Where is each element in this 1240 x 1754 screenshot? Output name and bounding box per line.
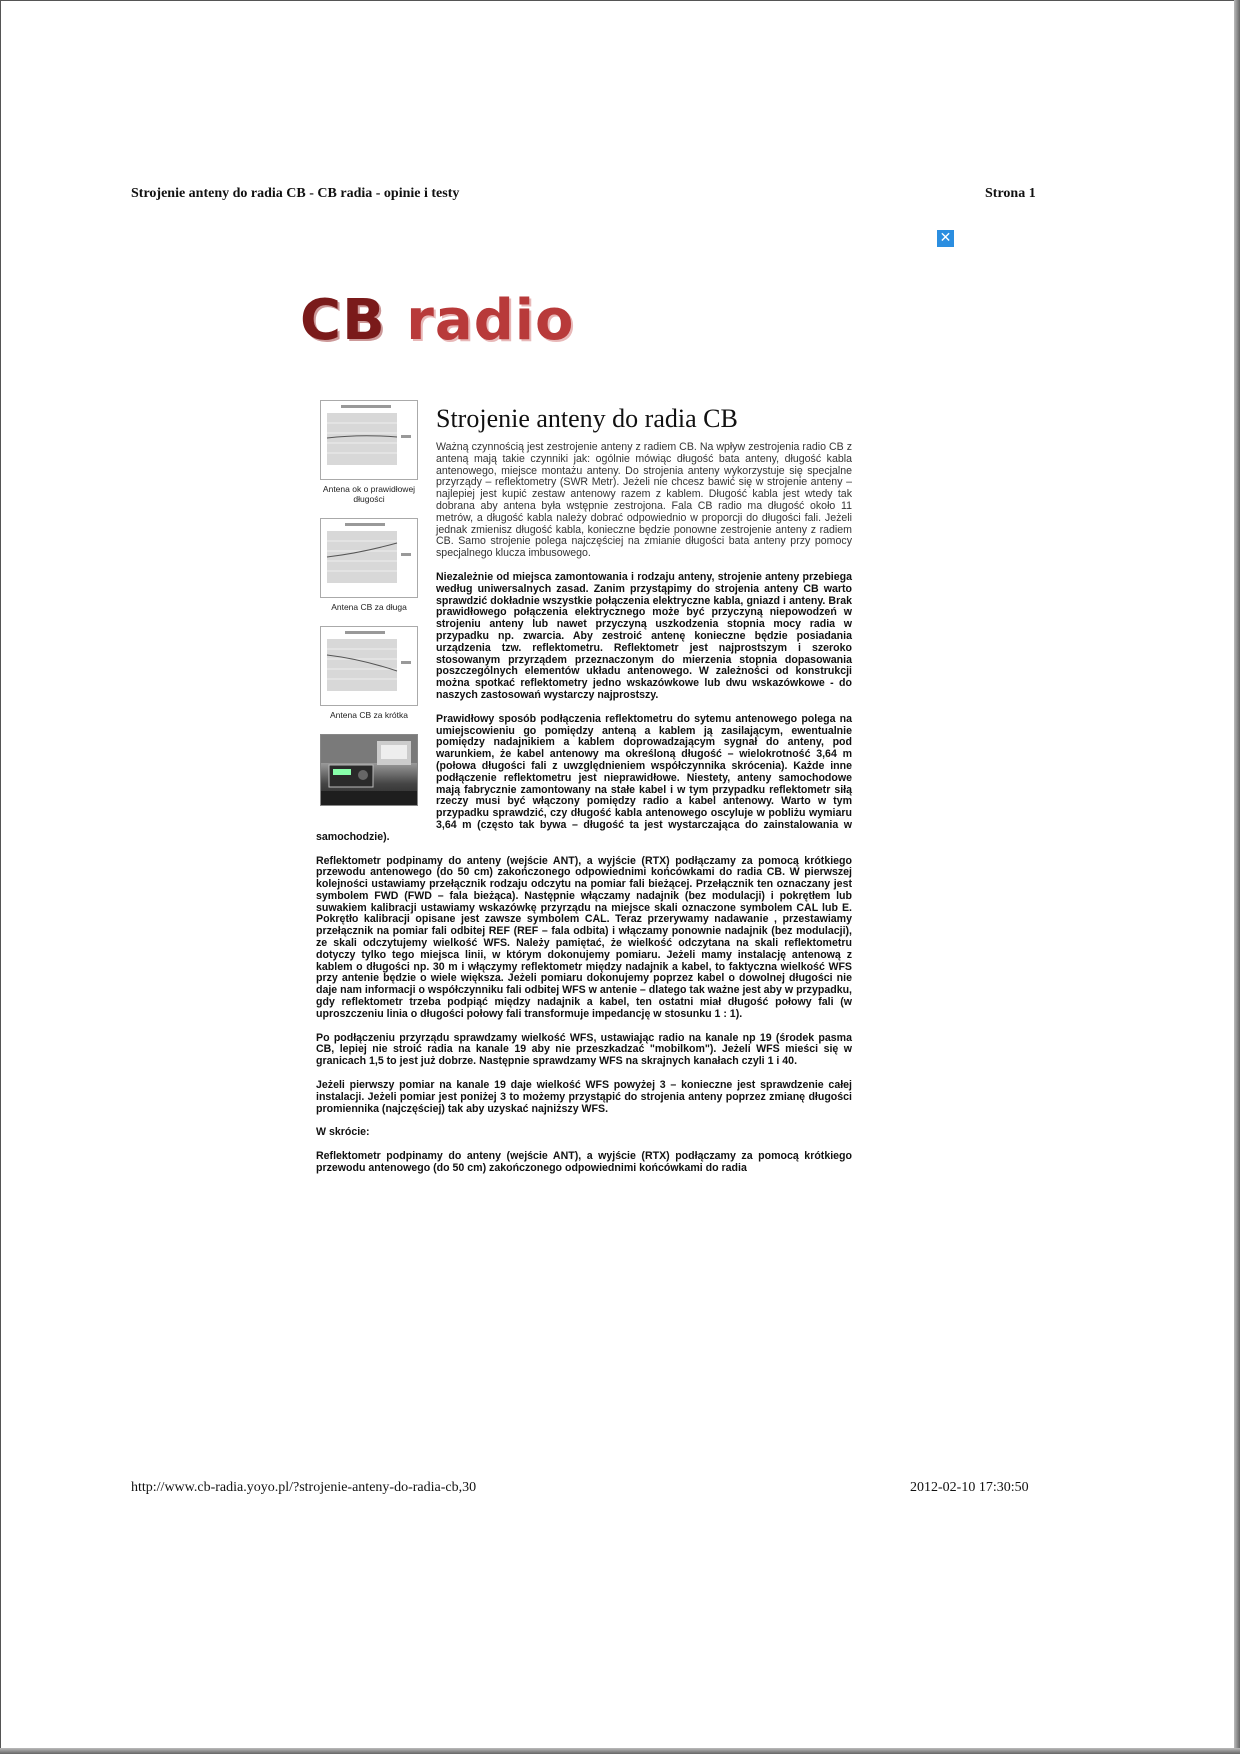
chart-thumbnail-too-long[interactable] [320, 518, 418, 598]
page-shadow-right [1234, 0, 1240, 1754]
chart-thumbnail-too-short[interactable] [320, 626, 418, 706]
figure [316, 400, 422, 504]
figure-caption: Antena CB za krótka [330, 710, 408, 720]
figure [316, 734, 422, 806]
body-paragraph: Reflektometr podpinamy do anteny (wejście ANT), a wyjście (RTX) podłączamy za pomocą krótkiego przewodu antenowego (do 50 cm) zakończonego odpowiednimi końcówkami do radia CB. W pierwszej kolejności ustawiamy przełącznik rodzaju odczytu na pomiar fali bieżącej. Przełącznik ten oznaczany jest symbolem FWD (FWD – fala bieżąca). Następnie włączamy nadajnik (bez modulacji) i pokrętłem lub suwakiem kalibracji ustawiamy wskazówkę przyrządu na miejsce skali oznaczone symbolem CAL lub E. Pokrętło kalibracji opisane jest zawsze symbolem CAL. Teraz przerywamy nadawanie , przestawiamy przełącznik na pomiar fali odbitej REF (REF – fala odbita) i włączamy ponownie nadajnik (bez modulacji), ze skali odczytujemy wielkość WFS. Należy pamiętać, że wielkość odczytana na skali reflektometru dotyczy tylko tego miejsca linii, w którym dokonujemy pomiaru. Jeżeli mamy instalację antenową z kablem o długości np. 30 m i włączymy reflektometr między nadajnik a kabel, to faktyczna wielkość WFS przy antenie będzie o wiele większa. Jeżeli pomiaru dokonujemy poprzez kabel o dowolnej długości nie daje nam informacji o współczynniku fali odbitej WFS w antenie – dlatego tak ważne jest aby w przypadku, gdy reflektometr trzeba podpiąć między nadajnik a kabel, ten ostatni miał długość połowy fali (w uproszczeniu linia o długości połowy fali transformuje impedancję w stosunku 1 : 1). [316, 854, 852, 1020]
print-footer-url[interactable]: http://www.cb-radia.yoyo.pl/?strojenie-anteny-do-radia-cb,30 [131, 1480, 477, 1495]
intro-paragraph: Ważną czynnością jest zestrojenie anteny z radiem CB. Na wpływ zestrojenia radio CB z anteną mają takie czynniki jak: ogólnie mówiąc długość bata anteny, długość kabla antenowego, miejsce montażu anteny. Do strojenia anteny wykorzystuje się specjalne przyrządy – reflektometry (SWR Metr). Jeżeli nie chcesz bawić się w strojenie anteny – najlepiej jest kupić zestaw antenowy razem z kablem. Długość kabla jest wtedy tak dobrana aby antena była wstępnie zestrojona. Fala CB radio ma długość około 11 metrów, a długość kabla należy dobrać odpowiednio w proporcji do długości fali. Jeżeli jednak zmienisz długość kabla, konieczne będzie ponowne zestrojenie anteny z radiem CB. Samo strojenie polega najczęściej na zmianie długości bata anteny przy pomocy specjalnego klucza imbusowego. [436, 441, 852, 560]
body-paragraph: Jeżeli pierwszy pomiar na kanale 19 daje wielkość WFS powyżej 3 – konieczne jest sprawdzenie całej instalacji. Jeżeli pomiar jest poniżej 3 to możemy przystąpić do strojenia anteny poprzez zmianę długości promiennika (najczęściej) tak aby uzyskać najniższy WFS. [316, 1079, 852, 1115]
summary-heading: W skrócie: [316, 1126, 370, 1139]
body-paragraph: Prawidłowy sposób podłączenia reflektometru do sytemu antenowego polega na umiejscowieniu go pomiędzy anteną a kablem ją zasilającym, ewentualnie pomiędzy nadajnikiem a kablem doprowadzającym sygnał do anteny, pod warunkiem, że kabel antenowy ma określoną długość – wielokrotność 3,64 m (połowa długości fali z uwzględnieniem współczynnika skrócenia). Każde inne podłączenie reflektometru jest nieprawidłowe. Niestety, anteny samochodowe mają fabrycznie zamontowany na stałe kabel i w tym przypadku reflektometr siłą rzeczy musi być włączony pomiędzy radio a kabel antenowy. Warto w tym przypadku sprawdzić, czy długość kabla antenowego oscyluje w pobliżu wymiaru 3,64 m (często tak bywa – długość ta jest wystarczająca do zainstalowania w samochodzie). [316, 712, 852, 843]
figure-caption: Antena CB za długa [331, 602, 407, 612]
cb-radio-photo[interactable] [320, 734, 418, 806]
chart-thumbnail-ok[interactable] [320, 400, 418, 480]
body-paragraph: Po podłączeniu przyrządu sprawdzamy wielkość WFS, ustawiając radio na kanale np 19 (środek pasma CB, lepiej nie stroić radia na kanale 19 aby nie przeszkadzać "mobilkom"). Jeżeli WFS mieści się w granicach 1,5 to jest już dobrze. Następnie sprawdzamy WFS na skrajnych kanałach czyli 1 i 40. [316, 1031, 852, 1068]
article [316, 400, 852, 1187]
print-footer-datetime: 2012-02-10 17:30:50 [910, 1480, 1029, 1495]
figure [316, 626, 422, 720]
figure [316, 518, 422, 612]
print-header-page: Strona 1 [985, 186, 1036, 201]
article-title: Strojenie anteny do radia CB [436, 404, 738, 433]
summary-paragraph: Reflektometr podpinamy do anteny (wejście ANT), a wyjście (RTX) podłączamy za pomocą krótkiego przewodu antenowego (do 50 cm) zakończonego odpowiednimi końcówkami do radia [316, 1150, 852, 1175]
site-logo[interactable] [300, 288, 574, 354]
logo-cb: CB [300, 288, 386, 353]
close-icon[interactable]: ✕ [937, 230, 954, 247]
figure-caption: Antena ok o prawidłowej długości [322, 484, 416, 504]
figure-column [316, 400, 422, 820]
logo-radio: radio [406, 288, 575, 353]
body-paragraph: Niezależnie od miejsca zamontowania i rodzaju anteny, strojenie anteny przebiega według uniwersalnych zasad. Zanim przystąpimy do strojenia anteny CB warto sprawdzić dokładnie wszystkie połączenia elektryczne kabla, gniazd i anteny. Brak prawidłowego połączenia elektrycznego może być przyczyną niepowodzeń w strojeniu anteny lub nawet przyczyną uszkodzenia stopnia mocy radia w przypadku np. zwarcia. Aby zestroić antenę konieczne będzie posiadania urządzenia tzw. reflektometru. Reflektometr jest najprostszym i szeroko stosowanym przyrządem przeznaczonym do mierzenia stopnia dopasowania poszczególnych elementów układu antenowego. W zależności od konstrukcji można spotkać reflektometry jedno wskazówkowe lub dwu wskazówkowe - do naszych zastosowań wystarczy najprostszy. [436, 570, 852, 701]
print-header-title: Strojenie anteny do radia CB - CB radia - opinie i testy [131, 186, 460, 201]
page-shadow-bottom [0, 1748, 1240, 1754]
